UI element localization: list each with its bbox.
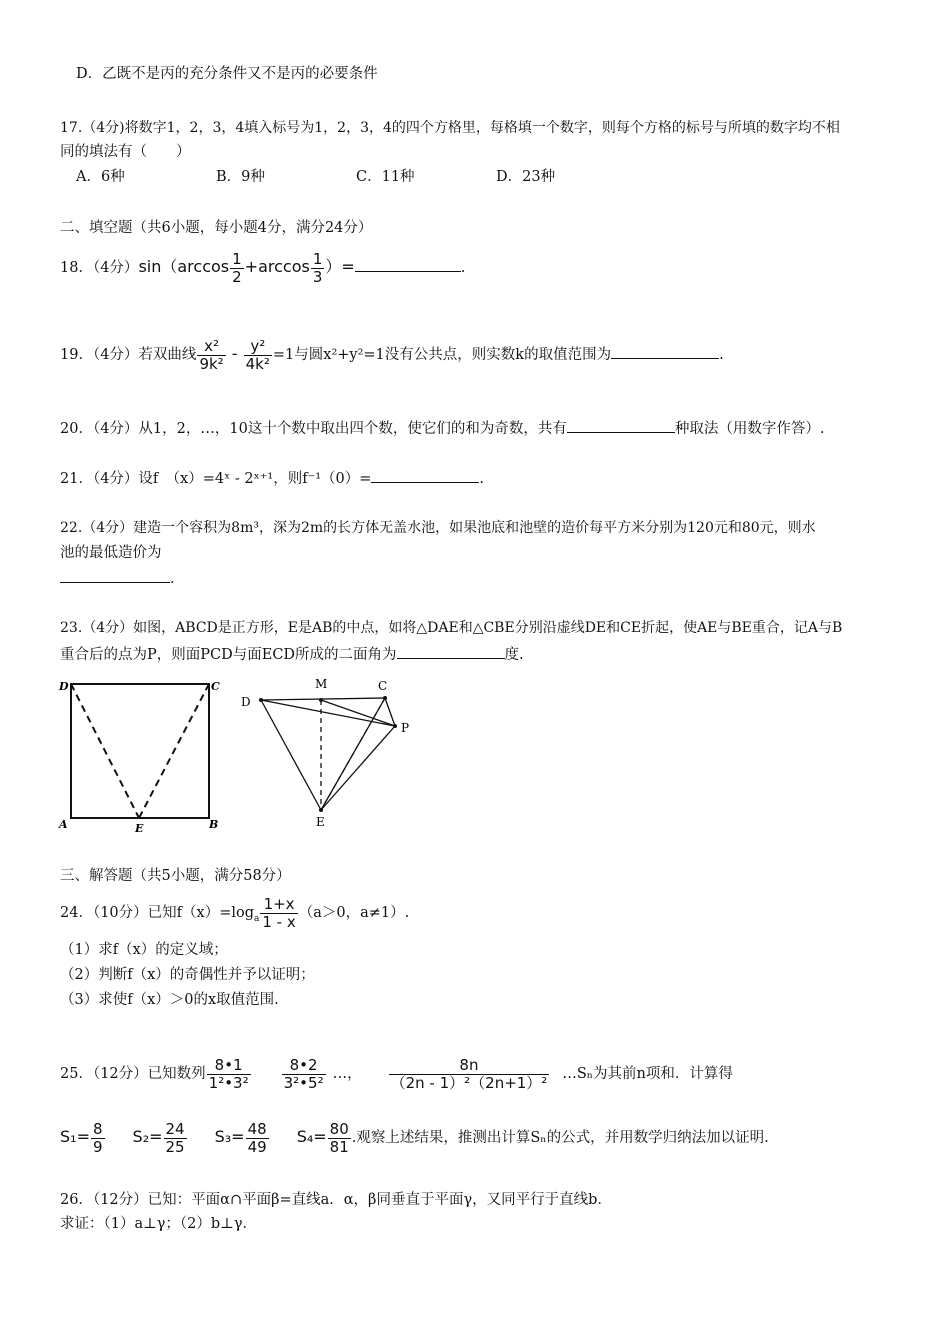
q17-option-c: C．11种: [356, 169, 415, 185]
q22-answer-blank: [60, 568, 170, 583]
q24-part1: （1）求f（x）的定义域；: [60, 942, 228, 958]
q20: 20．（4分）从1，2，…，10这十个数中取出四个数，使它们的和为奇数，共有 种取法（用数字作答）.: [60, 418, 824, 439]
label-d: D: [59, 680, 69, 693]
q17-line2: 同的填法有（ ）: [60, 144, 191, 160]
q23-line1: 23.（4分）如图，ABCD是正方形，E是AB的中点，如将△DAE和△CBE分别沿虚线DE和CE折起，使AE与BE重合，记A与B: [60, 620, 843, 636]
q17-options: [76, 167, 636, 187]
label-a: A: [59, 818, 68, 831]
q24-part2: （2）判断f（x）的奇偶性并予以证明；: [60, 967, 315, 983]
label-b: B: [209, 818, 219, 831]
q17-option-d: D．23种: [496, 169, 556, 185]
q22-line2: 池的最低造价为: [60, 545, 162, 561]
q18: 18．（4分）sin（arccos $\frac{1}{2}$ +arccos $\frac{1}{3}$ ）= .: [60, 249, 466, 286]
q17-line1: 17.（4分)将数字1，2，3，4填入标号为1，2，3，4的四个方格里，每格填一个数字，则每个方格的标号与所填的数字均不相: [60, 120, 840, 136]
label-e: E: [316, 815, 325, 829]
q25-line2: S₁= $\frac{8}{9}$ S₂= $\frac{24}{25}$ S₃= $\frac{48}{49}$ S₄= $\frac{80}{81}$ .观察上述结果，推测出计算Sₙ的公式，并用数学归纳法加以证明.: [60, 1119, 769, 1156]
q26-line1: 26．（12分）已知：平面α∩平面β=直线a．α，β同垂直于平面γ，又同平行于直线b．: [60, 1192, 612, 1208]
q19-answer-blank: [611, 344, 719, 359]
q21: 21．（4分）设f （x）=4ˣ - 2ˣ⁺¹，则f⁻¹（0）= .: [60, 468, 484, 489]
label-c: C: [211, 680, 220, 693]
q26-line2: 求证：（1）a⊥γ；（2）b⊥γ．: [60, 1216, 257, 1232]
q25-line1: 25．（12分）已知数列 $\frac{8•1}{\text{1²•3²}}$ $\frac{8•2}{\text{3²•5²}}$ …， $\frac{8n}{\text{（2n - 1）²（2n+1）²}}$ …Sₙ为其前n项和．计算得: [60, 1055, 733, 1092]
q23-line2: 重合后的点为P，则面PCD与面ECD所成的二面角为 度.: [60, 644, 524, 665]
q18-answer-blank: [355, 257, 461, 272]
q19: 19．（4分）若双曲线 $\frac{\text{x²}}{\text{9k²}}$ - $\frac{\text{y²}}{\text{4k²}}$ =1与圆x²+y²=1没有公共点，则实数k的取值范围为 .: [60, 336, 724, 373]
label-d: D: [241, 695, 251, 709]
section-2-heading: 二、填空题（共6小题，每小题4分，满分24分）: [60, 220, 373, 236]
q24: 24．（10分）已知$f(x)=\log_a$ $\frac{1+x}{1 - x}$ （a＞0，a≠1）.: [60, 894, 410, 931]
q22-line3: .: [60, 568, 175, 589]
q22-line1: 22.（4分）建造一个容积为8m³，深为2m的长方体无盖水池，如果池底和池壁的造价每平方米分别为120元和80元，则水: [60, 520, 816, 536]
q23-answer-blank: [397, 644, 505, 659]
q17-option-b: B．9种: [216, 169, 265, 185]
label-m: M: [315, 677, 328, 691]
figure-square-abcd: [55, 676, 225, 836]
label-c: C: [378, 679, 388, 693]
label-p: P: [401, 721, 410, 735]
q17-option-a: A．6种: [76, 169, 125, 185]
section-3-heading: 三、解答题（共5小题，满分58分）: [60, 868, 291, 884]
label-e: E: [135, 822, 144, 835]
q20-answer-blank: [567, 418, 675, 433]
q21-answer-blank: [371, 468, 479, 483]
q24-part3: （3）求使f（x）＞0的x取值范围.: [60, 992, 279, 1008]
figure-folded-pyramid: [235, 672, 425, 832]
q16-option-d: D．乙既不是丙的充分条件又不是丙的必要条件: [76, 66, 378, 82]
